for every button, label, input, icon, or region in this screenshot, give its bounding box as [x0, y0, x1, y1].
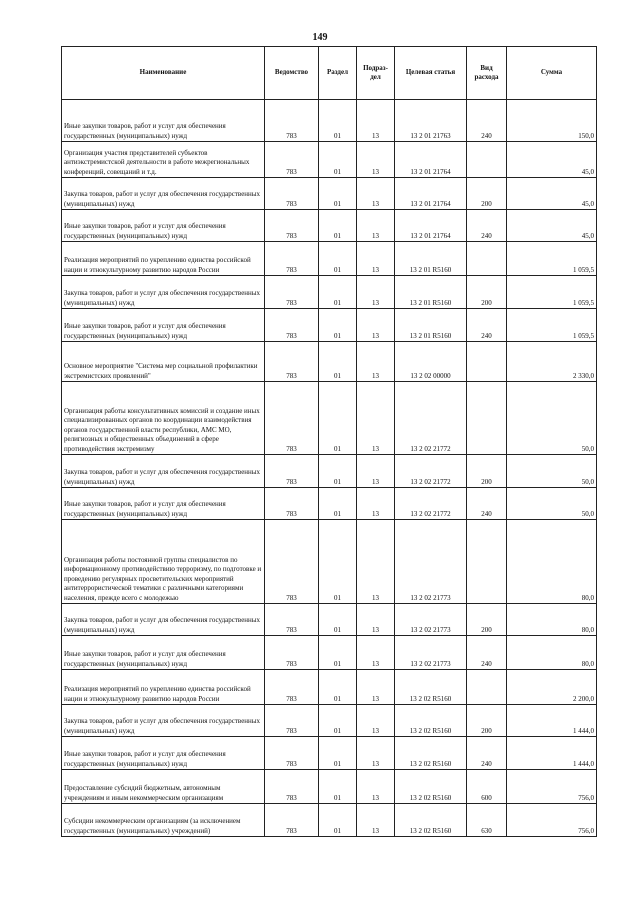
page-number: 149 [312, 32, 328, 43]
cell-target: 13 2 01 21764 [395, 210, 467, 242]
cell-target: 13 2 02 R5160 [395, 670, 467, 705]
cell-expense-type: 200 [467, 604, 507, 636]
cell-department: 783 [265, 342, 319, 382]
cell-section: 01 [319, 178, 357, 210]
cell-expense-type: 240 [467, 488, 507, 520]
cell-name: Закупка товаров, работ и услуг для обеспечения государственных (муниципальных) нужд [62, 276, 265, 309]
table-row [62, 455, 597, 488]
cell-target: 13 2 02 21773 [395, 604, 467, 636]
cell-subsection: 13 [357, 309, 395, 342]
cell-target: 13 2 02 R5160 [395, 804, 467, 837]
cell-department: 783 [265, 488, 319, 520]
cell-department: 783 [265, 178, 319, 210]
cell-target: 13 2 02 21773 [395, 636, 467, 670]
cell-section: 01 [319, 242, 357, 276]
cell-amount: 50,0 [507, 382, 597, 455]
cell-section: 01 [319, 276, 357, 309]
table-row [62, 100, 597, 142]
cell-department: 783 [265, 142, 319, 178]
cell-section: 01 [319, 636, 357, 670]
cell-amount: 50,0 [507, 455, 597, 488]
cell-target: 13 2 02 R5160 [395, 770, 467, 804]
cell-department: 783 [265, 604, 319, 636]
header-department: Ведомство [265, 47, 319, 100]
table-row [62, 804, 597, 837]
header-name: Наименование [62, 47, 265, 100]
cell-name: Иные закупки товаров, работ и услуг для обеспечения государственных (муниципальных) нужд [62, 309, 265, 342]
cell-amount: 1 059,5 [507, 309, 597, 342]
cell-name: Иные закупки товаров, работ и услуг для обеспечения государственных (муниципальных) нужд [62, 210, 265, 242]
cell-subsection: 13 [357, 770, 395, 804]
table-row [62, 242, 597, 276]
cell-target: 13 2 01 21763 [395, 100, 467, 142]
cell-amount: 756,0 [507, 770, 597, 804]
cell-target: 13 2 01 R5160 [395, 242, 467, 276]
cell-name: Иные закупки товаров, работ и услуг для обеспечения государственных (муниципальных) нужд [62, 488, 265, 520]
budget-table [61, 46, 597, 837]
cell-target: 13 2 02 21773 [395, 520, 467, 604]
cell-subsection: 13 [357, 342, 395, 382]
cell-subsection: 13 [357, 276, 395, 309]
cell-name: Иные закупки товаров, работ и услуг для обеспечения государственных (муниципальных) нужд [62, 100, 265, 142]
table-row [62, 382, 597, 455]
cell-name: Предоставление субсидий бюджетным, автономным учреждениям и иным некоммерческим организациям [62, 770, 265, 804]
cell-department: 783 [265, 737, 319, 770]
cell-name: Основное мероприятие "Система мер социальной профилактики экстремистских проявлений" [62, 342, 265, 382]
cell-department: 783 [265, 242, 319, 276]
cell-amount: 50,0 [507, 488, 597, 520]
cell-name: Иные закупки товаров, работ и услуг для обеспечения государственных (муниципальных) нужд [62, 737, 265, 770]
cell-department: 783 [265, 455, 319, 488]
cell-amount: 80,0 [507, 636, 597, 670]
cell-target: 13 2 01 R5160 [395, 276, 467, 309]
cell-amount: 80,0 [507, 520, 597, 604]
cell-expense-type: 600 [467, 770, 507, 804]
cell-target: 13 2 01 21764 [395, 178, 467, 210]
cell-expense-type: 200 [467, 705, 507, 737]
cell-name: Иные закупки товаров, работ и услуг для обеспечения государственных (муниципальных) нужд [62, 636, 265, 670]
cell-department: 783 [265, 276, 319, 309]
cell-subsection: 13 [357, 670, 395, 705]
cell-target: 13 2 02 00000 [395, 342, 467, 382]
cell-subsection: 13 [357, 737, 395, 770]
cell-subsection: 13 [357, 488, 395, 520]
cell-department: 783 [265, 382, 319, 455]
cell-amount: 80,0 [507, 604, 597, 636]
header-subsection: Подраз- дел [357, 47, 395, 100]
cell-expense-type: 240 [467, 309, 507, 342]
header-section: Раздел [319, 47, 357, 100]
cell-name: Субсидии некоммерческим организациям (за исключением государственных (муниципальных) учреждений) [62, 804, 265, 837]
cell-subsection: 13 [357, 705, 395, 737]
cell-department: 783 [265, 309, 319, 342]
cell-department: 783 [265, 670, 319, 705]
cell-expense-type: 240 [467, 636, 507, 670]
cell-section: 01 [319, 488, 357, 520]
cell-expense-type: 630 [467, 804, 507, 837]
cell-expense-type: 200 [467, 455, 507, 488]
cell-amount: 1 059,5 [507, 276, 597, 309]
cell-expense-type [467, 382, 507, 455]
cell-section: 01 [319, 670, 357, 705]
cell-target: 13 2 01 R5160 [395, 309, 467, 342]
table-row [62, 520, 597, 604]
cell-department: 783 [265, 804, 319, 837]
cell-section: 01 [319, 705, 357, 737]
cell-amount: 1 444,0 [507, 737, 597, 770]
cell-subsection: 13 [357, 382, 395, 455]
cell-expense-type: 240 [467, 737, 507, 770]
cell-subsection: 13 [357, 142, 395, 178]
cell-target: 13 2 02 21772 [395, 488, 467, 520]
cell-department: 783 [265, 770, 319, 804]
cell-name: Организация работы консультативных комиссий и создание иных специализированных органов по координации взаимодействия органов государственной власти республики, АМС МО, религиозных и общественных объединений в сфере противодействия экстремизму [62, 382, 265, 455]
cell-department: 783 [265, 210, 319, 242]
cell-name: Закупка товаров, работ и услуг для обеспечения государственных (муниципальных) нужд [62, 455, 265, 488]
cell-section: 01 [319, 520, 357, 604]
table-row [62, 488, 597, 520]
cell-amount: 2 330,0 [507, 342, 597, 382]
cell-section: 01 [319, 210, 357, 242]
table-row [62, 210, 597, 242]
cell-expense-type: 200 [467, 276, 507, 309]
cell-subsection: 13 [357, 210, 395, 242]
table-row [62, 276, 597, 309]
cell-expense-type: 200 [467, 178, 507, 210]
cell-section: 01 [319, 100, 357, 142]
cell-expense-type [467, 342, 507, 382]
cell-subsection: 13 [357, 636, 395, 670]
cell-section: 01 [319, 342, 357, 382]
cell-target: 13 2 02 21772 [395, 382, 467, 455]
cell-target: 13 2 02 R5160 [395, 737, 467, 770]
cell-name: Закупка товаров, работ и услуг для обеспечения государственных (муниципальных) нужд [62, 705, 265, 737]
cell-subsection: 13 [357, 604, 395, 636]
cell-department: 783 [265, 705, 319, 737]
cell-expense-type [467, 670, 507, 705]
table-header-row [62, 47, 597, 100]
cell-section: 01 [319, 604, 357, 636]
cell-section: 01 [319, 455, 357, 488]
table-row [62, 705, 597, 737]
cell-section: 01 [319, 737, 357, 770]
cell-amount: 45,0 [507, 210, 597, 242]
cell-section: 01 [319, 309, 357, 342]
cell-department: 783 [265, 520, 319, 604]
cell-subsection: 13 [357, 178, 395, 210]
cell-amount: 2 200,0 [507, 670, 597, 705]
cell-subsection: 13 [357, 242, 395, 276]
cell-section: 01 [319, 142, 357, 178]
table-row [62, 342, 597, 382]
table-row [62, 770, 597, 804]
table-row [62, 636, 597, 670]
cell-target: 13 2 02 21772 [395, 455, 467, 488]
cell-amount: 1 444,0 [507, 705, 597, 737]
cell-subsection: 13 [357, 804, 395, 837]
table-row [62, 670, 597, 705]
header-amount: Сумма [507, 47, 597, 100]
cell-expense-type [467, 242, 507, 276]
cell-name: Организация участия представителей субъектов антиэкстремистской деятельности в работе межрегиональных конференций, совещаний и т.д. [62, 142, 265, 178]
header-expense-type: Вид расхода [467, 47, 507, 100]
cell-name: Организация работы постоянной группы специалистов по информационному противодействию терроризму, по подготовке и проведению регулярных просветительских мероприятий антитеррористической тематики с различными категориями населения, прежде всего с молодежью [62, 520, 265, 604]
table-row [62, 178, 597, 210]
cell-expense-type: 240 [467, 100, 507, 142]
cell-expense-type [467, 520, 507, 604]
cell-target: 13 2 01 21764 [395, 142, 467, 178]
cell-subsection: 13 [357, 100, 395, 142]
cell-amount: 150,0 [507, 100, 597, 142]
cell-amount: 756,0 [507, 804, 597, 837]
cell-section: 01 [319, 382, 357, 455]
cell-section: 01 [319, 804, 357, 837]
table-row [62, 142, 597, 178]
cell-section: 01 [319, 770, 357, 804]
cell-name: Закупка товаров, работ и услуг для обеспечения государственных (муниципальных) нужд [62, 604, 265, 636]
cell-amount: 45,0 [507, 178, 597, 210]
table-body [62, 100, 597, 837]
cell-name: Реализация мероприятий по укреплению единства российской нации и этнокультурному развитию народов России [62, 670, 265, 705]
header-target: Целевая статья [395, 47, 467, 100]
cell-department: 783 [265, 100, 319, 142]
table-row [62, 737, 597, 770]
cell-amount: 45,0 [507, 142, 597, 178]
table-row [62, 309, 597, 342]
cell-name: Закупка товаров, работ и услуг для обеспечения государственных (муниципальных) нужд [62, 178, 265, 210]
table-row [62, 604, 597, 636]
cell-target: 13 2 02 R5160 [395, 705, 467, 737]
cell-expense-type: 240 [467, 210, 507, 242]
cell-expense-type [467, 142, 507, 178]
cell-department: 783 [265, 636, 319, 670]
cell-subsection: 13 [357, 455, 395, 488]
cell-amount: 1 059,5 [507, 242, 597, 276]
cell-name: Реализация мероприятий по укреплению единства российской нации и этнокультурному развитию народов России [62, 242, 265, 276]
cell-subsection: 13 [357, 520, 395, 604]
